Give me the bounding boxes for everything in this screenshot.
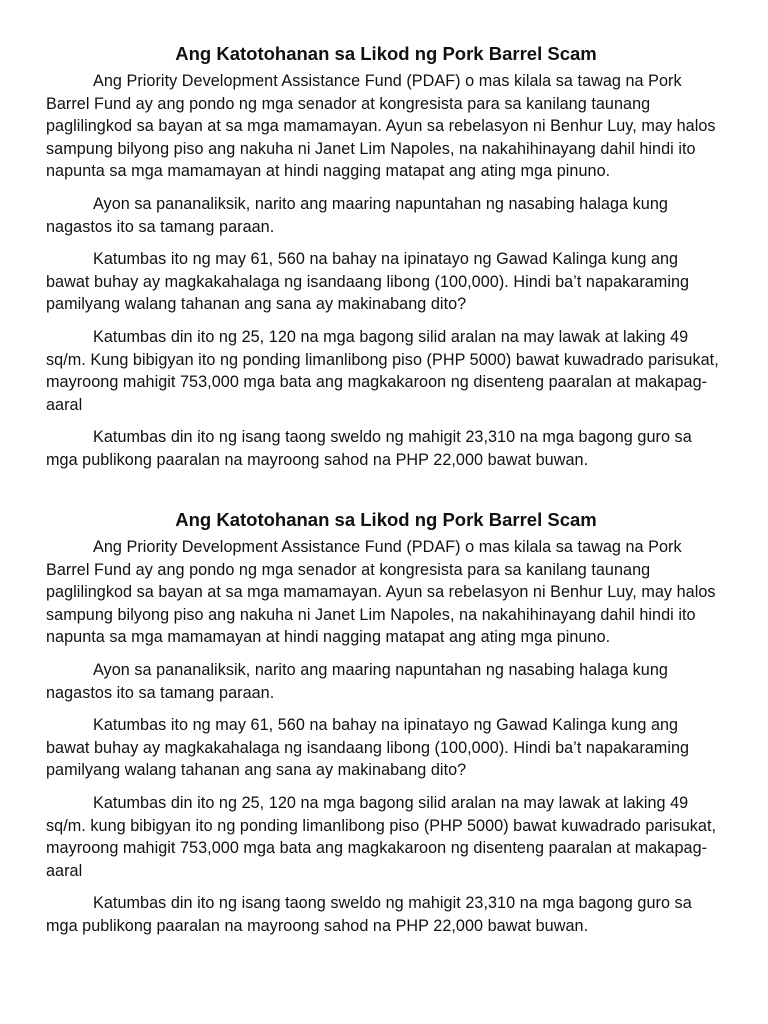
paragraph-teachers: Katumbas din ito ng isang taong sweldo ng mahigit 23,310 na mga bagong guro sa mga publikong paaralan na mayroong sahod na PHP 22,000 bawat buwan. — [46, 894, 692, 935]
paragraph-teachers: Katumbas din ito ng isang taong sweldo ng mahigit 23,310 na mga bagong guro sa mga publikong paaralan na mayroong sahod na PHP 22,000 bawat buwan. — [46, 428, 692, 469]
paragraph-research: Ayon sa pananaliksik, narito ang maaring napuntahan ng nasabing halaga kung nagastos ito sa tamang paraan. — [46, 660, 668, 702]
paragraph-research: Ayon sa pananaliksik, narito ang maaring napuntahan ng nasabing halaga kung nagastos ito sa tamang paraan. — [46, 194, 668, 236]
article-section-2 — [46, 508, 726, 948]
paragraph-classrooms: Katumbas din ito ng 25, 120 na mga bagong silid aralan na may lawak at laking 49 sq/m. kung bibigyan ito ng ponding limanlibong piso (PHP 5000) bawat kuwadrado parisukat, mayroong mahigit 753,000 mga bata ang magkakaroon ng disenteng paaralan at makapag-aaral — [46, 793, 717, 880]
article-section-1 — [46, 42, 726, 482]
article-title: Ang Katotohanan sa Likod ng Pork Barrel Scam — [175, 43, 597, 64]
paragraph-intro: Ang Priority Development Assistance Fund (PDAF) o mas kilala sa tawag na Pork Barrel Fund ay ang pondo ng mga senador at kongresista para sa kanilang taunang paglilingkod sa bayan at sa mga mamamayan. Ayun sa rebelasyon ni Benhur Luy, may halos sampung bilyong piso ang nakuha ni Janet Lim Napoles, na nakahihinayang dahil hindi ito napunta sa mga mamamayan at hindi nagging matapat ang ating mga pinuno. — [46, 538, 716, 647]
paragraph-intro: Ang Priority Development Assistance Fund (PDAF) o mas kilala sa tawag na Pork Barrel Fund ay ang pondo ng mga senador at kongresista para sa kanilang taunang paglilingkod sa bayan at sa mga mamamayan. Ayun sa rebelasyon ni Benhur Luy, may halos sampung bilyong piso ang nakuha ni Janet Lim Napoles, na nakahihinayang dahil hindi ito napunta sa mga mamamayan at hindi nagging matapat ang ating mga pinuno. — [46, 72, 716, 181]
paragraph-houses: Katumbas ito ng may 61, 560 na bahay na ipinatayo ng Gawad Kalinga kung ang bawat buhay ay magkakahalaga ng isandaang libong (100,000). Hindi ba’t napakaraming pamilyang walang tahanan ang sana ay makinabang dito? — [46, 250, 690, 314]
paragraph-houses: Katumbas ito ng may 61, 560 na bahay na ipinatayo ng Gawad Kalinga kung ang bawat buhay ay magkakahalaga ng isandaang libong (100,000). Hindi ba’t napakaraming pamilyang walang tahanan ang sana ay makinabang dito? — [46, 716, 690, 780]
paragraph-classrooms: Katumbas din ito ng 25, 120 na mga bagong silid aralan na may lawak at laking 49 sq/m. Kung bibigyan ito ng ponding limanlibong piso (PHP 5000) bawat kuwadrado parisukat, mayroong mahigit 753,000 mga bata ang magkakaroon ng disenteng paaralan at makapag-aaral — [46, 327, 719, 414]
article-title: Ang Katotohanan sa Likod ng Pork Barrel Scam — [175, 509, 597, 530]
